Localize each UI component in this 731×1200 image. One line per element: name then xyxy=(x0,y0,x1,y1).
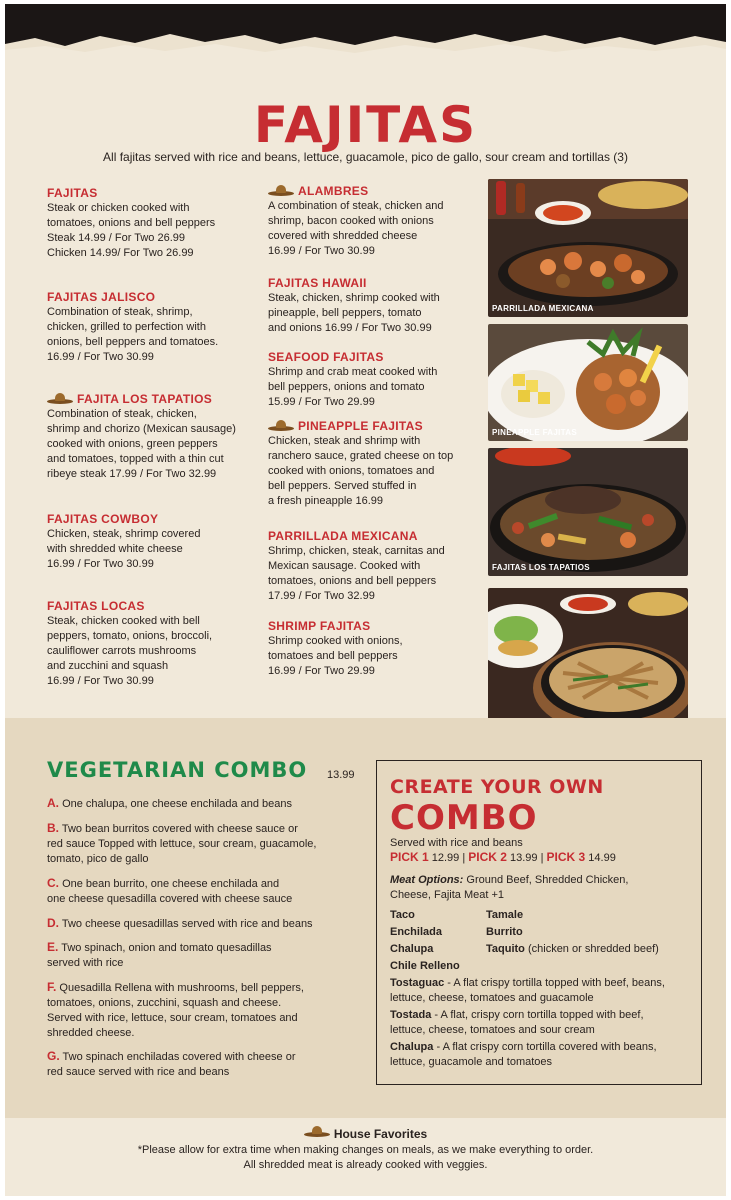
sombrero-icon xyxy=(268,185,294,197)
fajita-skillet-illustration xyxy=(488,179,688,317)
option-text: Two spinach enchiladas covered with cheese or red sauce served with rice and beans xyxy=(47,1051,296,1078)
vegetarian-option xyxy=(47,821,337,867)
combo-option: Chile Relleno xyxy=(390,960,460,972)
option-letter: F. xyxy=(47,980,57,994)
item-name: FAJITA LOS TAPATIOS xyxy=(77,392,213,406)
combo-special xyxy=(390,1008,695,1038)
vegetarian-option xyxy=(47,916,337,932)
item-name: SEAFOOD FAJITAS xyxy=(268,350,384,364)
option-letter: G. xyxy=(47,1049,60,1063)
special-name: Tostada xyxy=(390,1009,432,1021)
vegetarian-option xyxy=(47,940,337,971)
combo-picks xyxy=(390,850,616,866)
option-text: Quesadilla Rellena with mushrooms, bell peppers, tomatoes, onions, zucchini, squash and cheese. Served with rice, lettuce, sour cream, tomatoes and shredded cheese. xyxy=(47,982,304,1039)
item-description: Chicken, steak, shrimp covered with shredded white cheese 16.99 / For Two 30.99 xyxy=(47,528,201,570)
item-description: Shrimp cooked with onions, tomatoes and bell peppers 16.99 / For Two 29.99 xyxy=(268,635,403,677)
menu-item xyxy=(47,512,257,572)
item-description: Chicken, steak and shrimp with ranchero sauce, grated cheese on top cooked with onions, tomatoes and bell peppers. Served stuffed in a fresh pineapple 16.99 xyxy=(268,435,454,507)
option-text: One bean burrito, one cheese enchilada and one cheese quesadilla covered with cheese sauce xyxy=(47,878,293,905)
menu-item xyxy=(268,619,478,679)
combo-title-top: CREATE YOUR OWN xyxy=(390,776,604,798)
item-description: Steak or chicken cooked with tomatoes, onions and bell peppers Steak 14.99 / For Two 26.99 Chicken 14.99/ For Two 26.99 xyxy=(47,202,216,259)
item-name: FAJITAS HAWAII xyxy=(268,276,367,290)
pick-label: PICK 2 xyxy=(468,850,507,864)
sombrero-icon xyxy=(304,1126,330,1138)
option-letter: D. xyxy=(47,916,59,930)
meat-options-label: Meat Options: xyxy=(390,874,464,886)
option-letter: E. xyxy=(47,940,59,954)
combo-option: Burrito xyxy=(486,926,523,938)
vegetarian-option xyxy=(47,980,337,1041)
pick-label: PICK 3 xyxy=(546,850,586,864)
combo-title-main: COMBO xyxy=(390,798,538,838)
special-text: - A flat, crispy corn tortilla topped with beef, lettuce, cheese, tomatoes and sour cream xyxy=(390,1009,644,1036)
photo-caption: PARRILLADA MEXICANA xyxy=(492,304,594,313)
item-name: PINEAPPLE FAJITAS xyxy=(298,419,423,433)
option-letter: A. xyxy=(47,796,59,810)
combo-option: Tamale xyxy=(486,909,524,921)
item-name: PARRILLADA MEXICANA xyxy=(268,529,418,543)
house-favorites-legend xyxy=(5,1126,726,1143)
vegetarian-option xyxy=(47,796,337,812)
option-text: One chalupa, one cheese enchilada and beans xyxy=(62,798,293,810)
item-name: SHRIMP FAJITAS xyxy=(268,619,371,633)
option-text: Two bean burritos covered with cheese sauce or red sauce Topped with lettuce, sour cream, guacamole, tomato, pico de gallo xyxy=(47,823,317,865)
photo-caption: PINEAPPLE FAJITAS xyxy=(492,428,577,437)
food-photo xyxy=(488,588,688,738)
pineapple-fajita-illustration xyxy=(488,324,688,441)
sombrero-icon xyxy=(268,420,294,432)
page-title: FAJITAS xyxy=(253,96,478,154)
vegetarian-option xyxy=(47,876,337,907)
special-name: Chalupa xyxy=(390,1041,434,1053)
combo-option: Chalupa xyxy=(390,943,434,955)
sombrero-icon xyxy=(47,393,73,405)
pick-separator: | xyxy=(540,852,544,864)
option-letter: C. xyxy=(47,876,59,890)
menu-item xyxy=(47,186,257,261)
los-tapatios-illustration xyxy=(488,448,688,576)
combo-option: Taquito xyxy=(486,943,525,955)
menu-item xyxy=(268,350,478,410)
combo-served: Served with rice and beans xyxy=(390,837,523,849)
food-photo xyxy=(488,179,688,317)
special-text: - A flat crispy corn tortilla covered with beans, lettuce, guacamole and tomatoes xyxy=(390,1041,657,1068)
meat-options xyxy=(390,873,690,903)
vegetarian-combo-price: 13.99 xyxy=(327,769,355,781)
item-name: ALAMBRES xyxy=(298,184,369,198)
menu-item xyxy=(268,276,478,336)
legend-label: House Favorites xyxy=(333,1127,428,1141)
combo-special xyxy=(390,976,695,1006)
item-name: FAJITAS LOCAS xyxy=(47,599,145,613)
vegetarian-option xyxy=(47,1049,337,1080)
pick-price: 12.99 xyxy=(431,852,460,864)
combo-options-left xyxy=(390,908,460,974)
menu-item xyxy=(268,419,478,509)
item-description: Combination of steak, shrimp, chicken, grilled to perfection with onions, bell peppers and tomatoes. 16.99 / For Two 30.99 xyxy=(47,306,219,363)
pick-price: 13.99 xyxy=(510,852,538,864)
photo-caption: FAJITAS LOS TAPATIOS xyxy=(492,563,590,572)
combo-options-right xyxy=(486,908,659,957)
pick-label: PICK 1 xyxy=(390,850,429,864)
option-text: Two spinach, onion and tomato quesadillas served with rice xyxy=(47,942,272,969)
torn-paper-edge xyxy=(5,26,726,86)
page-subtitle: All fajitas served with rice and beans, lettuce, guacamole, pico de gallo, sour cream and tortillas (3) xyxy=(103,150,628,164)
menu-item xyxy=(47,599,257,689)
pick-price: 14.99 xyxy=(588,852,616,864)
menu-item xyxy=(268,529,478,604)
combo-special xyxy=(390,1040,695,1070)
special-name: Tostaguac xyxy=(390,977,445,989)
chicken-fajitas-illustration xyxy=(488,588,688,738)
footer xyxy=(5,1118,726,1196)
item-name: FAJITAS JALISCO xyxy=(47,290,156,304)
menu-item xyxy=(268,184,478,259)
item-name: FAJITAS COWBOY xyxy=(47,512,159,526)
footer-note: *Please allow for extra time when making changes on meals, as we make everything to order. xyxy=(137,1144,594,1156)
option-letter: B. xyxy=(47,821,59,835)
item-name: FAJITAS xyxy=(47,186,98,200)
item-description: Steak, chicken cooked with bell peppers, tomato, onions, broccoli, cauliflower carrots mushrooms and zucchini and squash 16.99 / For Two 30.99 xyxy=(47,615,213,687)
pick-separator: | xyxy=(462,852,466,864)
food-photo xyxy=(488,448,688,576)
taquito-note: (chicken or shredded beef) xyxy=(527,943,659,955)
menu-item xyxy=(47,392,257,482)
menu-page xyxy=(5,4,726,1196)
item-description: Shrimp and crab meat cooked with bell peppers, onions and tomato 15.99 / For Two 29.99 xyxy=(268,366,438,408)
special-text: - A flat crispy tortilla topped with beef, beans, lettuce, cheese, tomatoes and guacamole xyxy=(390,977,665,1004)
item-description: Shrimp, chicken, steak, carnitas and Mexican sausage. Cooked with tomatoes, onions and bell peppers 17.99 / For Two 32.99 xyxy=(268,545,445,602)
meat-options-text: Ground Beef, Shredded Chicken, Cheese, Fajita Meat +1 xyxy=(390,874,629,901)
combo-option: Taco xyxy=(390,909,415,921)
combo-option: Enchilada xyxy=(390,926,442,938)
menu-item xyxy=(47,290,257,365)
food-photo xyxy=(488,324,688,441)
item-description: A combination of steak, chicken and shrimp, bacon cooked with onions covered with shredded cheese 16.99 / For Two 30.99 xyxy=(268,200,444,257)
item-description: Steak, chicken, shrimp cooked with pineapple, bell peppers, tomato and onions 16.99 / For Two 30.99 xyxy=(268,292,440,334)
item-description: Combination of steak, chicken, shrimp and chorizo (Mexican sausage) cooked with onions, green peppers and tomatoes, topped with a thin cut ribeye steak 17.99 / For Two 32.99 xyxy=(47,408,236,480)
footer-note: All shredded meat is already cooked with veggies. xyxy=(243,1159,488,1171)
option-text: Two cheese quesadillas served with rice and beans xyxy=(61,918,313,930)
vegetarian-combo-title: VEGETARIAN COMBO xyxy=(47,758,308,782)
